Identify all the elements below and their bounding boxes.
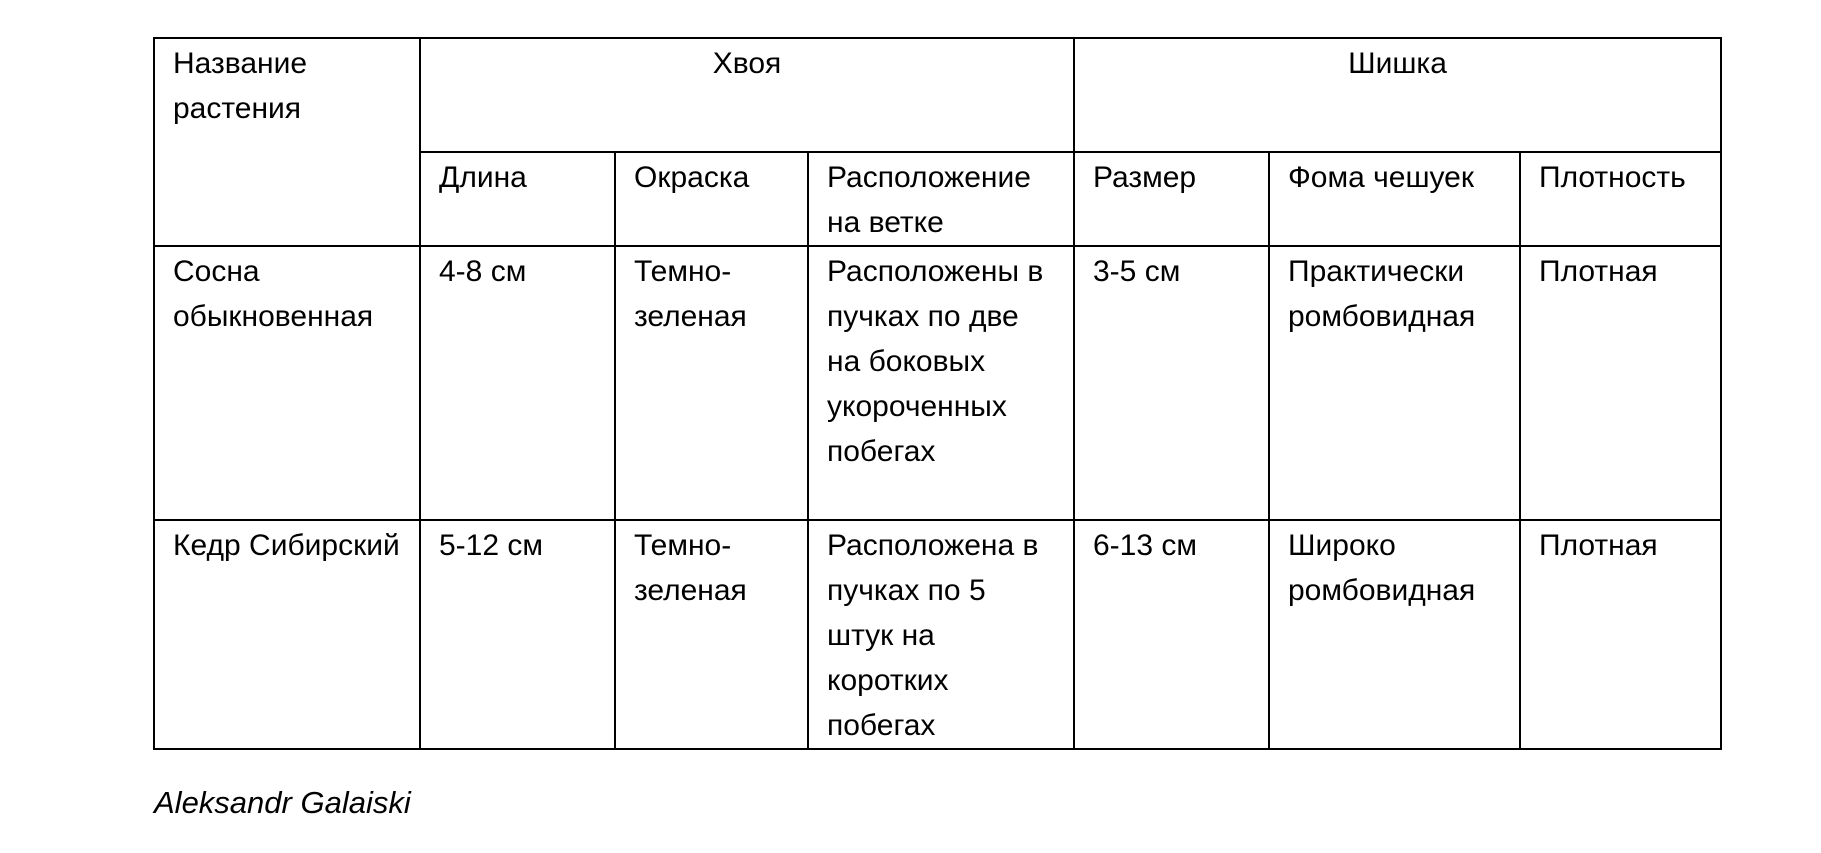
table-cell-text: Плотная <box>1539 255 1658 288</box>
table-cell-text: Сосна обыкновенная <box>173 255 374 333</box>
table-cell <box>1269 246 1520 520</box>
author-name: Aleksandr Galaiski <box>154 785 411 820</box>
table-cell-text: 5-12 см <box>439 529 544 562</box>
table-cell <box>615 520 808 749</box>
cone-group-label: Шишка <box>1348 47 1447 80</box>
needle-arrangement-header <box>808 152 1074 246</box>
table-cell-text: Расположена в пучках по 5 штук на коротких побегах <box>827 529 1039 742</box>
table-cell <box>1074 246 1269 520</box>
table-cell <box>1269 520 1520 749</box>
table-cell-text: Кедр Сибирский <box>173 529 400 562</box>
needles-group-label: Хвоя <box>712 47 782 80</box>
table-cell <box>808 520 1074 749</box>
plant-name-header-label: Название растения <box>173 47 308 125</box>
column-header-label: Плотность <box>1539 161 1686 194</box>
table-cell-text: Широко ромбовидная <box>1288 529 1476 607</box>
table-cell-text: 3-5 см <box>1093 255 1181 288</box>
needle-color-header <box>615 152 808 246</box>
cone-density-header <box>1520 152 1721 246</box>
table-row <box>154 246 1721 520</box>
column-header-label: Расположение на ветке <box>827 161 1031 239</box>
table-row <box>154 520 1721 749</box>
needles-group-header <box>420 38 1074 152</box>
table-cell <box>615 246 808 520</box>
cone-scale-shape-header <box>1269 152 1520 246</box>
table-cell-text: Плотная <box>1539 529 1658 562</box>
table-cell-text: 4-8 см <box>439 255 527 288</box>
table-cell <box>1520 246 1721 520</box>
table-cell <box>808 246 1074 520</box>
table-cell-text: Расположены в пучках по две на боковых укороченных побегах <box>827 255 1044 468</box>
table-header-row <box>154 38 1721 152</box>
plant-name-cell <box>154 520 420 749</box>
table-cell-text: Практически ромбовидная <box>1288 255 1476 333</box>
comparison-table <box>153 37 1722 750</box>
cone-group-header <box>1074 38 1721 152</box>
cone-size-header <box>1074 152 1269 246</box>
plant-name-cell <box>154 246 420 520</box>
needle-length-header <box>420 152 615 246</box>
column-header-label: Длина <box>439 161 527 194</box>
table-cell <box>1074 520 1269 749</box>
column-header-label: Фома чешуек <box>1288 161 1474 194</box>
column-header-label: Размер <box>1093 161 1197 194</box>
table-cell-text: Темно-зеленая <box>634 529 747 607</box>
table-cell <box>420 520 615 749</box>
table-cell <box>420 246 615 520</box>
column-header-label: Окраска <box>634 161 750 194</box>
plant-name-header <box>154 38 420 246</box>
table-cell <box>1520 520 1721 749</box>
table-cell-text: Темно-зеленая <box>634 255 747 333</box>
table-cell-text: 6-13 см <box>1093 529 1198 562</box>
